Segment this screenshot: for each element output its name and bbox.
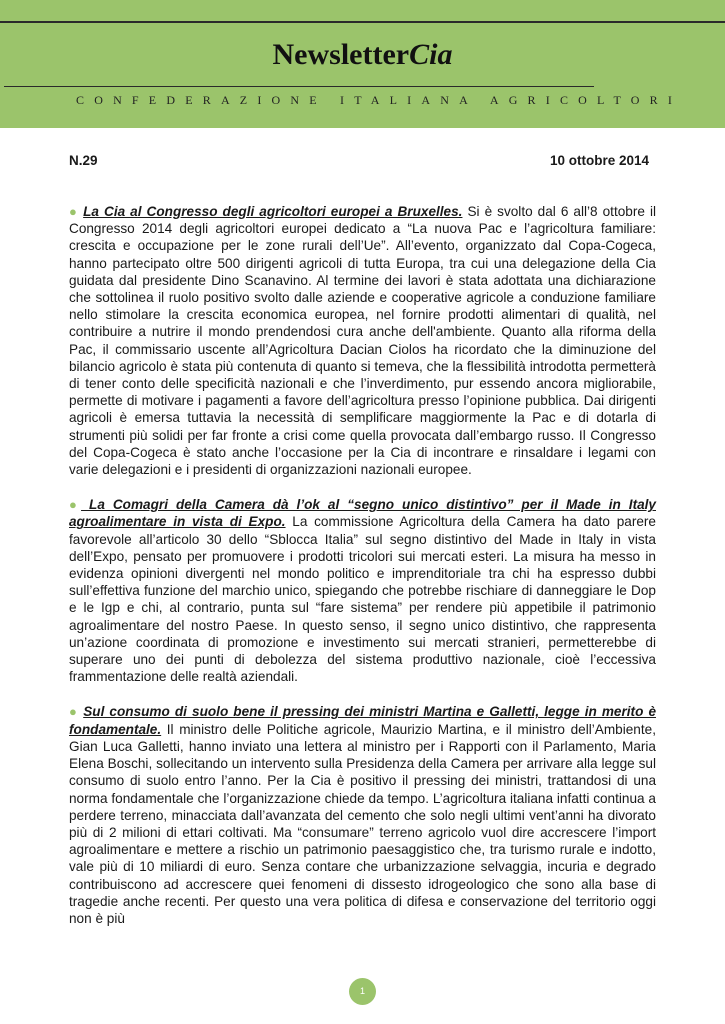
title-main: Newsletter — [272, 38, 410, 71]
header-divider — [4, 86, 594, 87]
issue-date: 10 ottobre 2014 — [549, 153, 649, 168]
header-top-rule — [0, 21, 725, 23]
article-body: Si è svolto dal 6 all’8 ottobre il Congresso 2014 degli agricoltori europei dedicato a “La nuova Pac e l’agricoltura familiare: crescita e occupazione per le zone rurali dell’Ue”. All’evento, organizzato dal Copa-Cogeca, hanno partecipato oltre 500 dirigenti agricoli di tutta Europa, tra cui una delegazione della Cia guidata dal presidente Dino Scanavino. Al termine dei lavori è stata adottata una dichiarazione che sottolinea il ruolo positivo svolto dalle aziende e cooperative agricole a conduzione familiare nello stimolare la crescita economica europea, nel fornire prodotti alimentari di qualità, nel contribuire a nutrire il mondo prendendosi cura anche dell'ambiente. Quanto alla riforma della Pac, il commissario uscente all’Agricoltura Dacian Ciolos ha ricordato che la diminuzione del bilancio agricolo è stata più contenuta di quanto si temeva, che la flessibilità introdotta permetterà di tener conto delle specificità nazionali e che l’inverdimento, pur essendo ancora migliorabile, permette di motivare i pagamenti a favore dell’agricoltura presso l’opinione pubblica. Dai dirigenti agricoli è emersa tuttavia la necessità di semplificare maggiormente la Pac e di dotarla di strumenti più solidi per far fronte a crisi come quella provocata dall’embargo russo. Il Congresso del Copa-Cogeca è stato anche l’occasione per la Cia di incontrare e rinsaldare i legami con varie delegazioni e i presidenti di organizzazioni nazionali europee. — [69, 204, 656, 478]
article-body: La commissione Agricoltura della Camera ha dato parere favorevole all’articolo 30 dello “Sblocca Italia” sul segno distintivo del Made in Italy in vista dell’Expo, pensato per promuovere i prodotti tricolori sui mercati esteri. La misura ha messo in evidenza opinioni divergenti nel mondo politico e imprenditoriale tra chi ha espresso dubbi sull’effettiva funzione del marchio unico, spiegando che potrebbe rischiare di danneggiare le Dop e le Igp e chi, al contrario, punta sul “fare sistema” per rendere più appetibile il patrimonio agroalimentare del nostro Paese. In questo senso, il segno unico distintivo, che rappresenta un’azione coordinata di promozione e investimento sui mercati stranieri, permetterebbe di superare uno dei punti di debolezza del sistema produttivo nazionale, cioè l’eccessiva frammentazione delle realtà aziendali. — [69, 514, 656, 685]
bullet-icon: ● — [69, 704, 79, 720]
article-consumo-suolo — [69, 703, 656, 927]
title-italic: Cia — [409, 38, 453, 71]
article-congresso — [69, 203, 656, 478]
page-number-badge: 1 — [349, 978, 376, 1005]
article-headline: La Cia al Congresso degli agricoltori europei a Bruxelles. — [83, 204, 463, 219]
article-body: Il ministro delle Politiche agricole, Maurizio Martina, e il ministro dell’Ambiente, Gian Luca Galletti, hanno inviato una lettera al ministro per i Rapporti con il Parlamento, Maria Elena Boschi, sollecitando un intervento sulla Presidenza della Camera per arrivare alla legge sul consumo di suolo entro l’anno. Per la Cia è positivo il pressing dei ministri, trattandosi di una norma fondamentale che l’organizzazione chiede da tempo. L’agricoltura italiana infatti continua a perdere terreno, minacciata dall’avanzata del cemento che solo negli ultimi vent’anni ha divorato più di 2 milioni di ettari coltivati. Ma “consumare” terreno agricolo vuol dire accrescere l’import agroalimentare e mettere a rischio un patrimonio paesaggistico che, tra turismo rurale e indotto, vale più di 10 miliardi di euro. Senza contare che urbanizzazione selvaggia, incuria e degrado contribuiscono ad accrescere quei fenomeni di dissesto idrogeologico che sono alla base di tragedie anche recenti. Per questo una vera politica di difesa e conservazione del territorio oggi non è più — [69, 721, 656, 926]
newsletter-title — [0, 38, 725, 72]
articles-column — [69, 203, 656, 945]
article-headline: La Comagri della Camera dà l’ok al “segno unico distintivo” per il Made in Italy agroalimentare in vista di Expo. — [69, 497, 656, 530]
header-banner — [0, 0, 725, 128]
issue-number: N.29 — [69, 153, 98, 168]
article-headline: Sul consumo di suolo bene il pressing dei ministri Martina e Galletti, legge in merito è fondamentale. — [69, 704, 656, 737]
article-comagri — [69, 496, 656, 685]
bullet-icon: ● — [69, 204, 79, 219]
bullet-icon: ● — [69, 497, 82, 513]
organization-subtitle: CONFEDERAZIONE ITALIANA AGRICOLTORI — [76, 93, 683, 107]
